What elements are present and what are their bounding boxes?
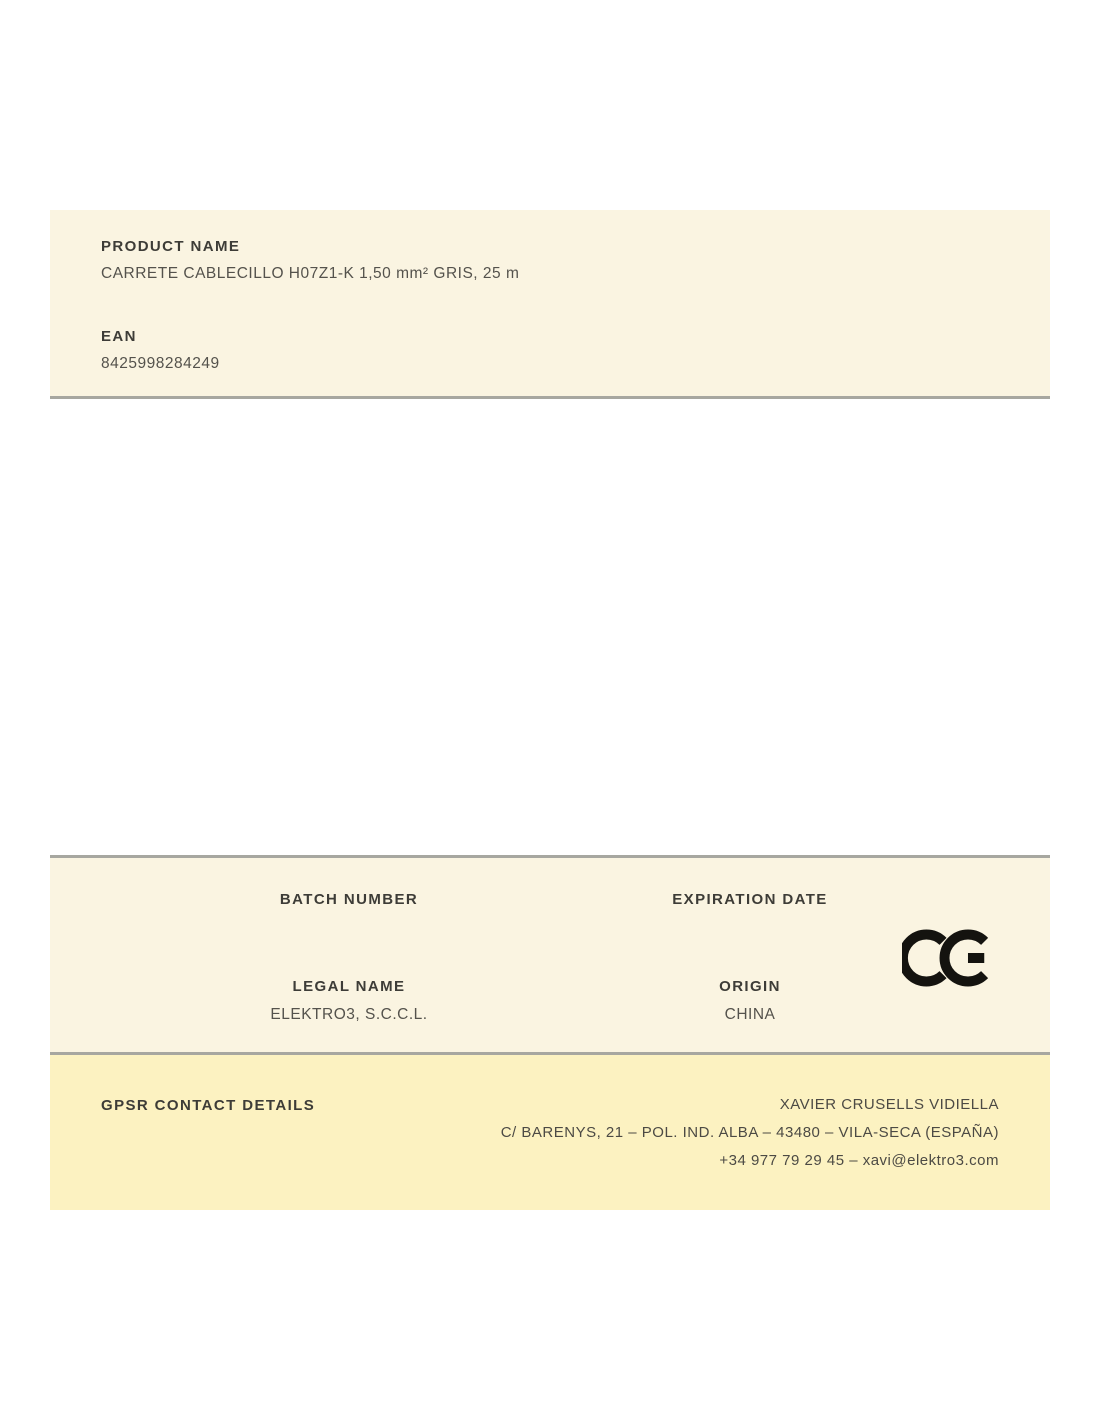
ean-field xyxy=(101,328,999,373)
origin-value: CHINA xyxy=(724,1006,776,1023)
product-section xyxy=(50,210,1050,399)
product-name-value: CARRETE CABLECILLO H07Z1-K 1,50 mm² GRIS, 25 m xyxy=(101,265,520,282)
product-name-field xyxy=(101,238,999,283)
ce-mark-icon xyxy=(902,929,996,987)
legal-name-value: ELEKTRO3, S.C.C.L. xyxy=(270,1006,428,1023)
expiration-date-label: EXPIRATION DATE xyxy=(672,891,828,908)
gpsr-contact-address: C/ BARENYS, 21 – POL. IND. ALBA – 43480 – VILA-SECA (ESPAÑA) xyxy=(500,1124,999,1141)
legal-name-label: LEGAL NAME xyxy=(292,978,406,995)
origin-label: ORIGIN xyxy=(719,978,781,995)
gpsr-contact-name: XAVIER CRUSELLS VIDIELLA xyxy=(779,1096,999,1113)
ean-value: 8425998284249 xyxy=(101,355,220,372)
batch-number-label: BATCH NUMBER xyxy=(279,891,419,908)
gpsr-contact-block xyxy=(501,1091,999,1175)
gpsr-section xyxy=(50,1055,1050,1210)
gpsr-contact-details-label: GPSR CONTACT DETAILS xyxy=(101,1097,316,1114)
ean-label: EAN xyxy=(101,328,137,345)
details-section xyxy=(50,855,1050,1055)
product-name-label: PRODUCT NAME xyxy=(101,238,241,255)
gpsr-contact-phone-email: +34 977 79 29 45 – xavi@elektro3.com xyxy=(719,1152,999,1169)
